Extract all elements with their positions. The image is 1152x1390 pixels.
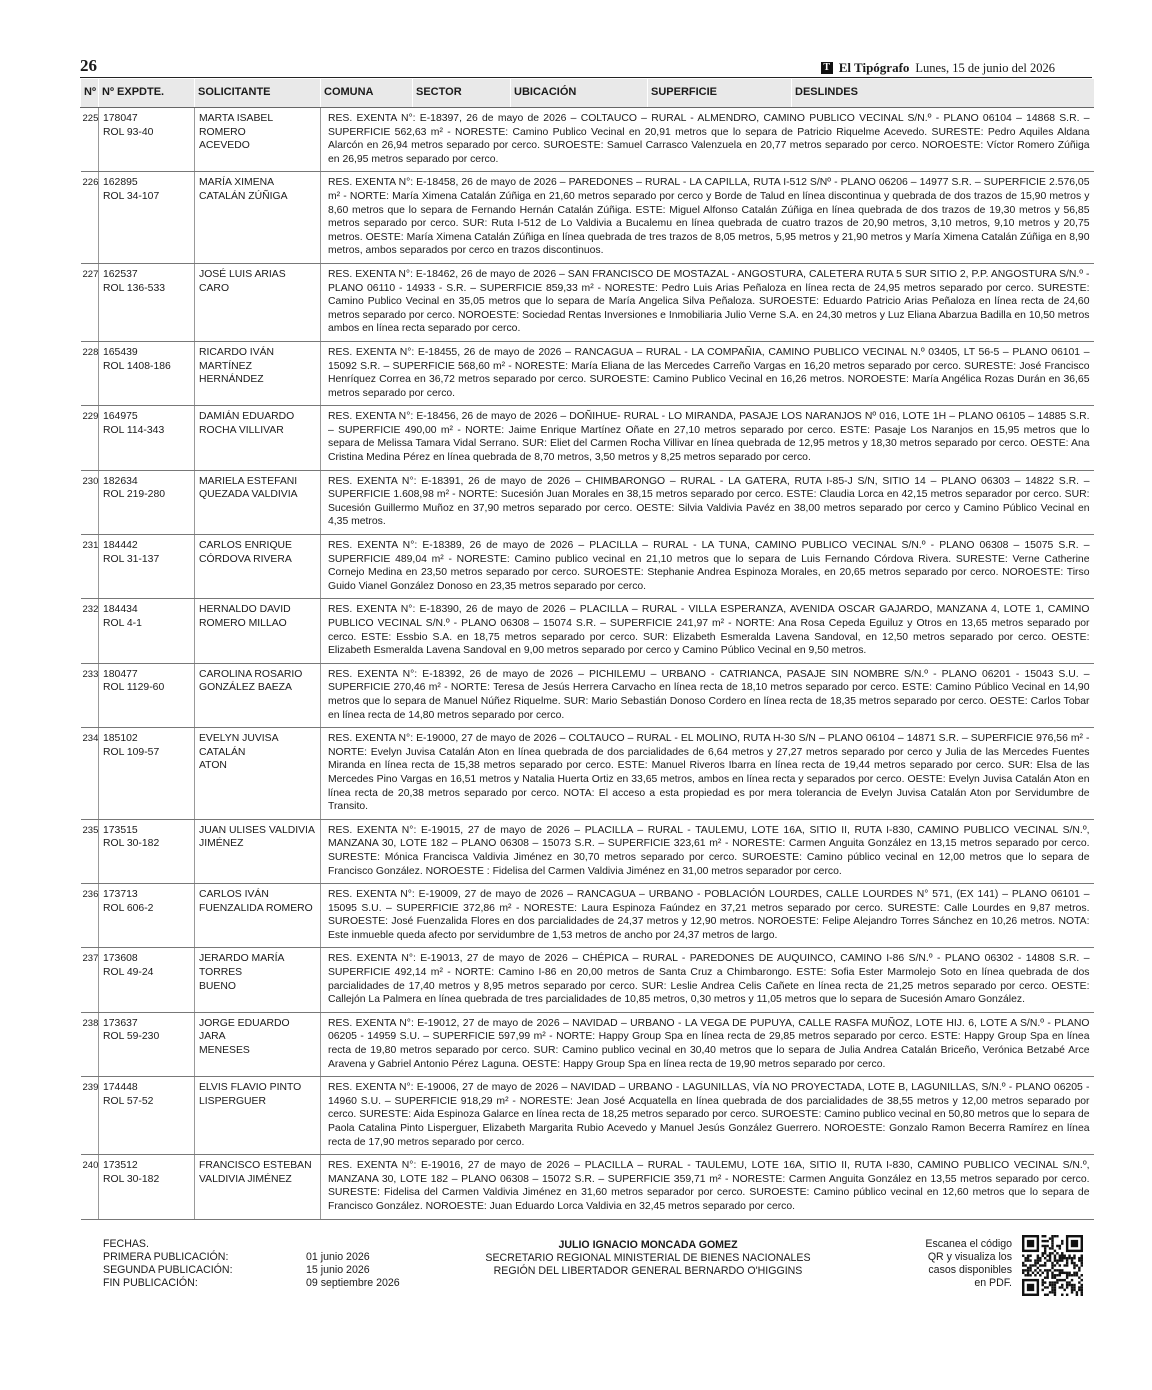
expediente-cell — [99, 819, 195, 883]
page-number: 26 — [80, 56, 97, 75]
rol-number: ROL 1408-186 — [103, 360, 171, 372]
rol-number: ROL 31-137 — [103, 553, 160, 565]
col-header-expediente: Nº EXPDTE. — [99, 79, 195, 108]
solicitante-name-line: JIMÉNEZ — [199, 838, 244, 850]
solicitante-name-line: JORGE EDUARDO JARA — [199, 1017, 290, 1043]
solicitante-cell — [195, 819, 321, 883]
rol-number: ROL 57-52 — [103, 1095, 154, 1107]
expediente-number: 184442 — [103, 540, 138, 552]
row-number: 235 — [81, 819, 99, 883]
row-number: 234 — [81, 728, 99, 820]
row-number: 228 — [81, 341, 99, 405]
solicitante-name-line: MARTA ISABEL ROMERO — [199, 113, 273, 138]
expediente-number: 165439 — [103, 346, 138, 358]
deslindes-description: RES. EXENTA N°: E-19016, 27 de mayo de 2026 – PLACILLA – RURAL - TAULEMU, LOTE 16A, SITIO II, RUTA I-830, CAMINO PUBLICO VECINAL S/N.º, MANZANA 30, LOTE 182 – PLANO 06308 – 15072 S.R. – SUPERFICIE 359,71 m² - NORESTE: Carmen Anguita González en 13,55 metros separado por cerco. SURESTE: Fidelisa del Carmen Valdivia Jiménez en 31,60 metros separador por cerco. SUROESTE: Camino público vecinal en 12,60 metros que lo separa de Francisco González. NOROESTE: Juan Eduardo Lorca Valdivia en 32,45 metros separado por cerco. — [321, 1155, 1094, 1219]
table-row — [81, 406, 1094, 470]
table-row — [81, 1077, 1094, 1155]
solicitante-cell — [195, 948, 321, 1012]
expediente-cell — [99, 470, 195, 534]
solicitante-cell — [195, 884, 321, 948]
expediente-number: 162537 — [103, 268, 138, 280]
qr-text-line: casos disponibles — [928, 1264, 1012, 1276]
expediente-number: 162895 — [103, 177, 138, 189]
signer-title: SECRETARIO REGIONAL MINISTERIAL DE BIENES NACIONALES — [485, 1252, 811, 1264]
solicitante-cell — [195, 1155, 321, 1219]
deslindes-description: RES. EXENTA N°: E-18462, 26 de mayo de 2026 – SAN FRANCISCO DE MOSTAZAL - ANGOSTURA, CALETERA RUTA 5 SUR SITIO 2, P.P. ANGOSTURA S/N.º - PLANO 06110 - 14933 - S.R. – SUPERFICIE 859,33 m² - NORESTE: Pedro Luis Arias Peñaloza en línea recta de 24,95 metros separado por cerco. SURESTE: Camino Publico Vecinal en 35,05 metros que lo separa de María Angelica Silva Peñaloza. SUROESTE: Eduardo Patricio Arias Peñaloza en línea recta de 24,60 metros separado por cerco. NOROESTE: Sociedad Rentas Inversiones e Inmobiliaria Julio Verne S.A. en 24,30 metros y Luz Eliana Abarzua Badilla en 10,50 metros ambos en línea recta separado por cerco. — [321, 263, 1094, 341]
rol-number: ROL 4-1 — [103, 618, 142, 629]
solicitante-name-line: BUENO — [199, 980, 236, 992]
expediente-number: 164975 — [103, 411, 138, 423]
deslindes-description: RES. EXENTA N°: E-19006, 27 de mayo de 2026 – NAVIDAD – URBANO - LAGUNILLAS, VÍA NO PROYECTADA, LOTE B, LAGUNILLAS, S/N.º - PLANO 06205 - 14960 S.U. – SUPERFICIE 918,29 m² - NORESTE: Jean José Acquatella en línea quebrada de dos parcialidades de 38,55 metros y 12,00 metros separado por cerco. SURESTE: Aida Espinoza Galarce en línea recta de 18,25 metros separado por cerco. SUROESTE: Camino publico vecinal en 50,80 metros que lo separa de Paola Catalina Pinto Lisperguer, Elizabeth Margarita Rubio Acevedo y Manuel Jesús González Guerrero. NOROESTE: Gonzalo Ramon Becerra Ramírez en línea recta de 17,90 metros separado por cerco. — [321, 1077, 1094, 1155]
solicitante-cell — [195, 1077, 321, 1155]
solicitante-name-line: FUENZALIDA ROMERO — [199, 902, 313, 914]
expediente-cell — [99, 535, 195, 599]
solicitante-name-line: CATALÁN ZÚÑIGA — [199, 190, 288, 202]
solicitante-name-line: CAROLINA ROSARIO — [199, 668, 303, 680]
col-header-num: Nº — [81, 79, 99, 108]
table-row — [81, 599, 1094, 663]
deslindes-description: RES. EXENTA N°: E-18389, 26 de mayo de 2026 – PLACILLA – RURAL - LA TUNA, CAMINO PUBLICO VECINAL S/N.º - PLANO 06308 – 15075 S.R. – SUPERFICIE 489,04 m² - NORESTE: Camino publico vecinal en 21,10 metros que lo separa de Luis Fernando Córdova Rivera. SURESTE: Verne Catherine Cornejo Medina en 23,50 metros separado por cerco. SUROESTE: Stephanie Andrea Espinoza Morales, en 20,65 metros separado por cerco. NOROESTE: Tirso Guido Vianel González Donoso en 23,35 metros separado por cerco. — [321, 535, 1094, 599]
solicitante-name-line: QUEZADA VALDIVIA — [199, 489, 298, 501]
rol-number: ROL 34-107 — [103, 190, 160, 202]
solicitante-name-line: LISPERGUER — [199, 1095, 266, 1107]
solicitante-name-line: GONZÁLEZ BAEZA — [199, 682, 292, 694]
qr-text-line: en PDF. — [974, 1277, 1012, 1289]
row-number: 229 — [81, 406, 99, 470]
expediente-number: 180477 — [103, 668, 138, 680]
solicitante-cell — [195, 663, 321, 727]
deslindes-description: RES. EXENTA N°: E-18456, 26 de mayo de 2026 – DOÑIHUE- RURAL - LO MIRANDA, PASAJE LOS NARANJOS Nº 016, LOTE 1H – PLANO 06105 – 14885 S.R. – SUPERFICIE 490,00 m² - NORTE: Jaime Enrique Martínez Oñate en 27,10 metros separado por cerco. ESTE: Pasaje Los Naranjos en 15,95 metros que lo separa de Melissa Tamara Vidal Serrano. SUR: Eliet del Carmen Rocha Villivar en línea quebrada de 12,95 metros y 18,30 metros separado por cerco. OESTE: Ana Cristina Medina Pérez en línea quebrada de 8,70 metros, 3,50 metros y 8,25 metros separado por cerco. — [321, 406, 1094, 470]
row-number: 227 — [81, 263, 99, 341]
rol-number: ROL 49-24 — [103, 967, 154, 979]
rol-number: ROL 114-343 — [103, 424, 165, 436]
expediente-number: 174448 — [103, 1082, 138, 1094]
expediente-number: 173512 — [103, 1160, 138, 1172]
fechas-title: FECHAS. — [103, 1238, 149, 1250]
solicitante-name-line: MENESES — [199, 1045, 250, 1057]
solicitante-name-line: RICARDO IVÁN — [199, 346, 275, 358]
rol-number: ROL 93-40 — [103, 126, 154, 138]
solicitante-cell — [195, 108, 321, 172]
col-header-comuna: COMUNA — [321, 79, 413, 108]
deslindes-description: RES. EXENTA N°: E-19013, 27 de mayo de 2026 – CHÉPICA – RURAL - PAREDONES DE AUQUINCO, CAMINO I-86 S/N.º - PLANO 06302 - 14808 S.R. – SUPERFICIE 492,14 m² - NORTE: Camino I-86 en 20,00 metros de Santa Cruz a Chimbarongo. ESTE: Sofia Ester Marmolejo Soto en línea quebrada de dos parcialidades de 17,40 metros y 8,95 metros separado por cerco. SUR: Leslie Andrea Celis Cañete en línea recta de 21,25 metros separado por cerco. OESTE: Callejón La Palmera en línea quebrada de tres parcialidades de 10,85 metros, 0,30 metros y 11,05 metros que lo separa de Sucesión Amaro González. — [321, 948, 1094, 1012]
col-header-deslindes: DESLINDES — [792, 79, 1094, 108]
expediente-cell — [99, 599, 195, 663]
row-number: 225 — [81, 108, 99, 172]
solicitante-name-line: CÓRDOVA RIVERA — [199, 553, 292, 565]
issue-date: Lunes, 15 de junio del 2026 — [915, 60, 1055, 75]
solicitante-name-line: CARLOS ENRIQUE — [199, 540, 292, 552]
solicitante-cell — [195, 1012, 321, 1076]
solicitante-name-line: ROCHA VILLIVAR — [199, 424, 284, 436]
rol-number: ROL 136-533 — [103, 282, 165, 294]
row-number: 232 — [81, 599, 99, 663]
table-row — [81, 1012, 1094, 1076]
table-row — [81, 172, 1094, 264]
deslindes-description: RES. EXENTA N°: E-19012, 27 de mayo de 2026 – NAVIDAD – URBANO - LA VEGA DE PUPUYA, CALLE RASFA MUÑOZ, LOTE HIJ. 6, LOTE A S/N.º - PLANO 06205 - 14959 S.U. – SUPERFICIE 597,99 m² - NORTE: Happy Group Spa en línea recta de 29,85 metros separado por cerco. ESTE: Happy Group Spa en línea recta de 19,80 metros separado por cerco. SUR: Camino publico vecinal en 30,40 metros que lo separa de Julia Andrea Catalán Briceño, Verónica Betzabé Arce Aravena y Gabriel Antonio Pérez Laguna. OESTE: Happy Group Spa en línea recta de 19,90 metros separado por cerco. — [321, 1012, 1094, 1076]
footer — [0, 1225, 1152, 1315]
col-header-ubicacion: UBICACIÓN — [511, 79, 648, 108]
deslindes-description: RES. EXENTA N°: E-18455, 26 de mayo de 2026 – RANCAGUA – RURAL - LA COMPAÑIA, CAMINO PUBLICO VECINAL N.º 03405, LT 56-5 – PLANO 06101 – 15092 S.R. – SUPERFICIE 568,60 m² - NORESTE: María Eliana de las Mercedes Carreño Vargas en 16,20 metros separado por cerco. SURESTE: José Francisco Henríquez Correa en 36,72 metros separado por cerco. SUROESTE: Camino Publico Vecinal en 16,26 metros. NOROESTE: María Angélica Rozas Durán en 36,65 metros separado por cerco. — [321, 341, 1094, 405]
col-header-superficie: SUPERFICIE — [648, 79, 792, 108]
expediente-cell — [99, 1012, 195, 1076]
solicitante-name-line: FRANCISCO ESTEBAN — [199, 1160, 312, 1172]
deslindes-description: RES. EXENTA N°: E-18397, 26 de mayo de 2026 – COLTAUCO – RURAL - ALMENDRO, CAMINO PUBLICO VECINAL S/N.º - PLANO 06104 – 14868 S.R. – SUPERFICIE 562,63 m² - NORESTE: Camino Publico Vecinal en 20,91 metros que lo separa de Patricio Riquelme Acevedo. SURESTE: Pedro Aquiles Aldana Alarcón en 26,94 metros separado por cerco. SUROESTE: Samuel Carrasco Valenzuela en 20,77 metros separado por cerco. NOROESTE: Víctor Romero Zúñiga en 26,95 metros separado por cerco. — [321, 108, 1094, 172]
row-number: 230 — [81, 470, 99, 534]
table-row — [81, 1155, 1094, 1219]
solicitante-name-line: CARLOS IVÁN — [199, 889, 269, 901]
solicitante-cell — [195, 406, 321, 470]
expediente-number: 173713 — [103, 889, 138, 901]
expediente-cell — [99, 728, 195, 820]
solicitante-name-line: MARTÍNEZ HERNÁNDEZ — [199, 360, 264, 386]
expediente-cell — [99, 108, 195, 172]
table-row — [81, 819, 1094, 883]
expediente-number: 178047 — [103, 113, 138, 124]
qr-code-icon[interactable] — [1022, 1235, 1083, 1296]
solicitante-cell — [195, 341, 321, 405]
rol-number: ROL 606-2 — [103, 902, 154, 914]
rol-number: ROL 30-182 — [103, 1173, 160, 1185]
col-header-solicitante: SOLICITANTE — [195, 79, 321, 108]
solicitante-name-line: ELVIS FLAVIO PINTO — [199, 1082, 302, 1094]
solicitante-name-line: ROMERO MILLAO — [199, 618, 287, 629]
table-row — [81, 663, 1094, 727]
solicitante-cell — [195, 263, 321, 341]
deslindes-description: RES. EXENTA N°: E-19009, 27 de mayo de 2026 – RANCAGUA – URBANO - POBLACIÓN LOURDES, CALLE LOURDES N° 571, (EX 141) – PLANO 06101 – 15095 S.U. – SUPERFICIE 372,86 m² - NORESTE: Laura Espinoza Faúndez en 37,21 metros separado por cerco. SURESTE: Calle Lourdes en 9,87 metros. SUROESTE: José Fuenzalida Flores en dos parcialidades de 24,37 metros y 12,90 metros. NOROESTE: Felipe Alejandro Torres Sánchez en 10,26 metros. NOTA: Este inmueble queda afecto por servidumbre de 1,53 metros de ancho por 24,37 metros de largo. — [321, 884, 1094, 948]
second-publication-label: SEGUNDA PUBLICACIÓN: — [103, 1264, 233, 1276]
rol-number: ROL 109-57 — [103, 746, 160, 758]
table-row — [81, 884, 1094, 948]
expediente-cell — [99, 948, 195, 1012]
solicitante-cell — [195, 470, 321, 534]
expediente-number: 173608 — [103, 953, 138, 965]
table-row — [81, 535, 1094, 599]
solicitante-name-line: ATON — [199, 760, 227, 772]
expediente-cell — [99, 663, 195, 727]
row-number: 239 — [81, 1077, 99, 1155]
expediente-cell — [99, 1077, 195, 1155]
qr-text-line: QR y visualiza los — [927, 1251, 1012, 1263]
row-number: 236 — [81, 884, 99, 948]
solicitante-cell — [195, 535, 321, 599]
table-row — [81, 341, 1094, 405]
expediente-cell — [99, 263, 195, 341]
qr-text-line: Escanea el código — [925, 1238, 1012, 1250]
rol-number: ROL 1129-60 — [103, 682, 165, 694]
solicitante-cell — [195, 599, 321, 663]
table-row — [81, 948, 1094, 1012]
expediente-cell — [99, 341, 195, 405]
solicitante-name-line: MARÍA XIMENA — [199, 177, 275, 189]
first-publication-label: PRIMERA PUBLICACIÓN: — [103, 1251, 229, 1263]
expediente-cell — [99, 1155, 195, 1219]
row-number: 226 — [81, 172, 99, 264]
newspaper-name: El Tipógrafo — [838, 60, 910, 75]
signer-name: JULIO IGNACIO MONCADA GOMEZ — [558, 1239, 738, 1251]
solicitante-name-line: DAMIÁN EDUARDO — [199, 411, 295, 423]
expediente-number: 173637 — [103, 1017, 138, 1029]
expediente-cell — [99, 884, 195, 948]
table-row — [81, 470, 1094, 534]
solicitante-name-line: HERNALDO DAVID — [199, 604, 291, 616]
deslindes-description: RES. EXENTA N°: E-18390, 26 de mayo de 2026 – PLACILLA – RURAL - VILLA ESPERANZA, AVENIDA OSCAR GAJARDO, MANZANA 4, LOTE 1, CAMINO PUBLICO VECINAL S/N.º - PLANO 06308 – 15074 S.R. – SUPERFICIE 241,97 m² - NORTE: Ana Rosa Cepeda Eguiluz y Otros en 13,65 metros separado por cerco. ESTE: Essbio S.A. en 18,75 metros separado por cerco. SUR: Elizabeth Esmeralda Lavena Sandoval, en 12,50 metros separado por cerco. OESTE: Elizabeth Esmeralda Lavena Sandoval en 9,00 metros separado por cerco y Camino Público Vecinal en 9,50 metros. — [321, 599, 1094, 663]
listing-table — [80, 79, 1094, 1220]
end-publication-date: 09 septiembre 2026 — [306, 1277, 400, 1289]
expediente-number: 182634 — [103, 475, 138, 487]
solicitante-cell — [195, 172, 321, 264]
expediente-cell — [99, 406, 195, 470]
row-number: 233 — [81, 663, 99, 727]
table-body — [81, 108, 1094, 1220]
expediente-cell — [99, 172, 195, 264]
solicitante-cell — [195, 728, 321, 820]
table-row — [81, 108, 1094, 172]
newspaper-logo-icon: T — [821, 62, 833, 74]
solicitante-name-line: VALDIVIA JIMÉNEZ — [199, 1173, 292, 1185]
deslindes-description: RES. EXENTA N°: E-19015, 27 de mayo de 2026 – PLACILLA – RURAL - TAULEMU, LOTE 16A, SITIO II, RUTA I-830, CAMINO PUBLICO VECINAL S/N.º, MANZANA 30, LOTE 182 – PLANO 06308 – 15073 S.R. – SUPERFICIE 323,61 m² - NORESTE: Carmen Anguita González en 13,15 metros separado por cerco. SURESTE: Mónica Francisca Valdivia Jiménez en 30,70 metros separado por cerco. SUROESTE: Camino público vecinal en 12,00 metros que lo separa de Francisco González. NOROESTE : Fidelisa del Carmen Valdivia Jiménez en 31,00 metros separador por cerco. — [321, 819, 1094, 883]
end-publication-label: FIN PUBLICACIÓN: — [103, 1277, 198, 1289]
solicitante-name-line: ACEVEDO — [199, 140, 250, 152]
table-row — [81, 728, 1094, 820]
solicitante-name-line: JERARDO MARÍA TORRES — [199, 953, 284, 979]
expediente-number: 185102 — [103, 733, 138, 745]
signature-block — [448, 1239, 848, 1278]
solicitante-name-line: JUAN ULISES VALDIVIA — [199, 824, 315, 836]
table-header-row — [81, 79, 1094, 108]
expediente-number: 173515 — [103, 824, 138, 836]
solicitante-name-line: MARIELA ESTEFANI — [199, 475, 298, 487]
deslindes-description: RES. EXENTA N°: E-18391, 26 de mayo de 2026 – CHIMBARONGO – RURAL - LA GATERA, RUTA I-85-J S/N, SITIO 14 – PLANO 06303 – 14822 S.R. – SUPERFICIE 1.608,98 m² - NORTE: Sucesión Juan Morales en 38,15 metros separado por cerco. ESTE: Claudia Lorca en 42,15 metros separador por cerco. SUR: Sucesión Guillermo Muñoz en 37,90 metros separado por cerco. OESTE: Silvia Valdivia Pavéz en 38,00 metros separado por cerco y Camino Público Vecinal en 4,35 metros. — [321, 470, 1094, 534]
publication-dates-labels — [103, 1238, 233, 1290]
expediente-number: 184434 — [103, 604, 138, 616]
table-row — [81, 263, 1094, 341]
qr-instructions — [912, 1238, 1012, 1290]
second-publication-date: 15 junio 2026 — [306, 1264, 370, 1276]
header-rule — [80, 77, 1092, 78]
rol-number: ROL 219-280 — [103, 489, 165, 501]
deslindes-description: RES. EXENTA N°: E-18392, 26 de mayo de 2026 – PICHILEMU – URBANO - CATRIANCA, PASAJE SIN NOMBRE S/N.º - PLANO 06201 - 15043 S.U. – SUPERFICIE 270,46 m² - NORTE: Teresa de Jesús Herrera Carvacho en línea recta de 18,10 metros separado por cerco. ESTE: Camino Público Vecinal en 14,90 metros que lo separa de Manuel Núñez Riquelme. SUR: Mario Sebastián Donoso Cordero en línea recta de 18,35 metros separado por cerco. OESTE: Carlos Tobar en línea recta de 14,80 metros separado por cerco. — [321, 663, 1094, 727]
solicitante-name-line: EVELYN JUVISA CATALÁN — [199, 733, 278, 758]
masthead — [821, 60, 1055, 76]
first-publication-date: 01 junio 2026 — [306, 1251, 370, 1263]
row-number: 231 — [81, 535, 99, 599]
rol-number: ROL 30-182 — [103, 838, 160, 850]
publication-dates-values — [306, 1251, 400, 1290]
deslindes-description: RES. EXENTA N°: E-19000, 27 de mayo de 2026 – COLTAUCO – RURAL - EL MOLINO, RUTA H-30 S/N – PLANO 06104 – 14871 S.R. – SUPERFICIE 976,56 m² - NORTE: Evelyn Juvisa Catalán Aton en línea quebrada de dos parcialidades de 6,64 metros y 27,27 metros separado por cerco y Julia de las Mercedes Fuentes Miranda en línea recta de 15,38 metros separado por cerco. ESTE: Manuel Riveros Ibarra en línea recta de 19,44 metros separado por cerco. SUR: Elsa de las Mercedes Pino Vargas en 16,51 metros y Natalia Huerta Ortiz en 33,65 metros, ambos en línea recta y separados por cerco. OESTE: Evelyn Juvisa Catalán Aton en línea recta de 20,38 metros separado por cerco. NOTA: El acceso a esta propiedad es por mera tolerancia de Evelyn Juvisa Catalán Aton por Servidumbre de Transito. — [321, 728, 1094, 820]
row-number: 240 — [81, 1155, 99, 1219]
col-header-sector: SECTOR — [413, 79, 511, 108]
signer-region: REGIÓN DEL LIBERTADOR GENERAL BERNARDO O'HIGGINS — [493, 1265, 803, 1277]
row-number: 238 — [81, 1012, 99, 1076]
rol-number: ROL 59-230 — [103, 1031, 160, 1043]
deslindes-description: RES. EXENTA N°: E-18458, 26 de mayo de 2026 – PAREDONES – RURAL - LA CAPILLA, RUTA I-512 S/Nº - PLANO 06206 – 14977 S.R. – SUPERFICIE 2.576,05 m² - NORTE: María Ximena Catalán Zúñiga en 21,60 metros separado por cerco y Borde de Talud en línea discontinua y quebrada de dos trazos de 15,90 metros y 8,60 metros que lo separa de Fernando Hernán Catalán Zúñiga. ESTE: Miguel Alfonso Catalán Zúñiga en línea quebrada de dos trazos de 19,30 metros y 56,85 metros separado por cerco. SUR: Ruta I-512 de Lo Valdivia a Bucalemu en línea quebrada de cuatro trazos de 20,90 metros, 3,10 metros, 9,10 metros y 20,75 metros. OESTE: María Ximena Catalán Zúñiga en línea quebrada de tres trazos de 8,05 metros, 5,95 metros y 21,90 metros y María Ximena Catalán Zúñiga en 8,90 metros, ambos separados por cerco en trazos discontinuos. — [321, 172, 1094, 264]
row-number: 237 — [81, 948, 99, 1012]
solicitante-name-line: JOSÉ LUIS ARIAS CARO — [199, 268, 286, 294]
